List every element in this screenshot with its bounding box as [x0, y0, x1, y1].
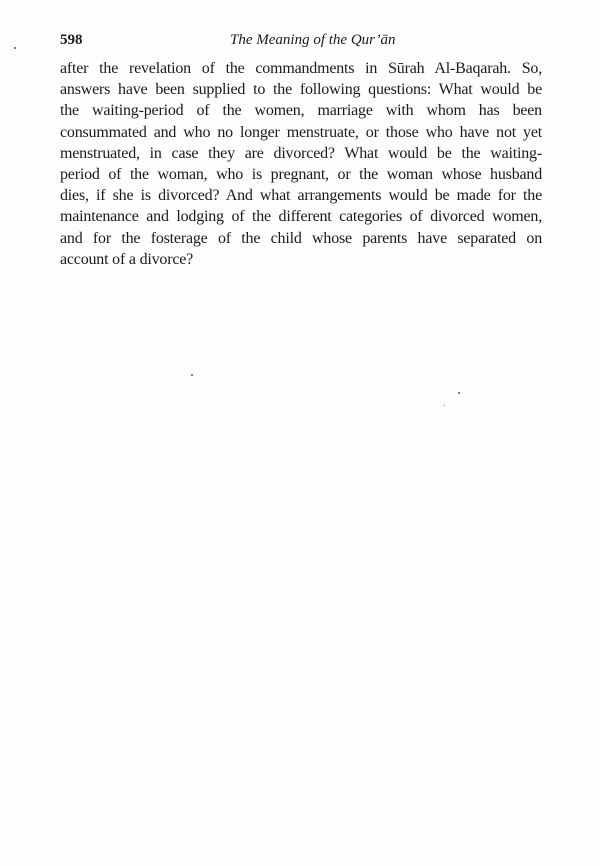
text-line: after the revelation of the commandments in Sūrah Al-Baqarah. So, [60, 60, 542, 77]
body-paragraph [60, 58, 542, 270]
running-title: The Meaning of the Qur’ān [230, 32, 396, 48]
text-line: and for the fosterage of the child whose parents have separated on [60, 229, 542, 247]
scan-speck [191, 374, 193, 376]
scan-speck [458, 392, 460, 394]
scan-speck [14, 47, 16, 49]
text-line: period of the woman, who is pregnant, or the woman whose husband [60, 166, 542, 184]
page-header [60, 30, 546, 52]
text-line: dies, if she is divorced? And what arrangements would be made for the [60, 187, 542, 205]
scan-speck [444, 405, 445, 406]
text-line: answers have been supplied to the following questions: What would be [60, 81, 542, 99]
text-line-last: account of a divorce? [60, 250, 194, 268]
page-number: 598 [60, 32, 83, 48]
text-line: the waiting-period of the women, marriage with whom has been [60, 102, 542, 120]
text-line: maintenance and lodging of the different categories of divorced women, [60, 208, 542, 226]
text-line: consummated and who no longer menstruate, or those who have not yet [60, 123, 542, 141]
text-line: menstruated, in case they are divorced? What would be the waiting- [60, 144, 542, 162]
